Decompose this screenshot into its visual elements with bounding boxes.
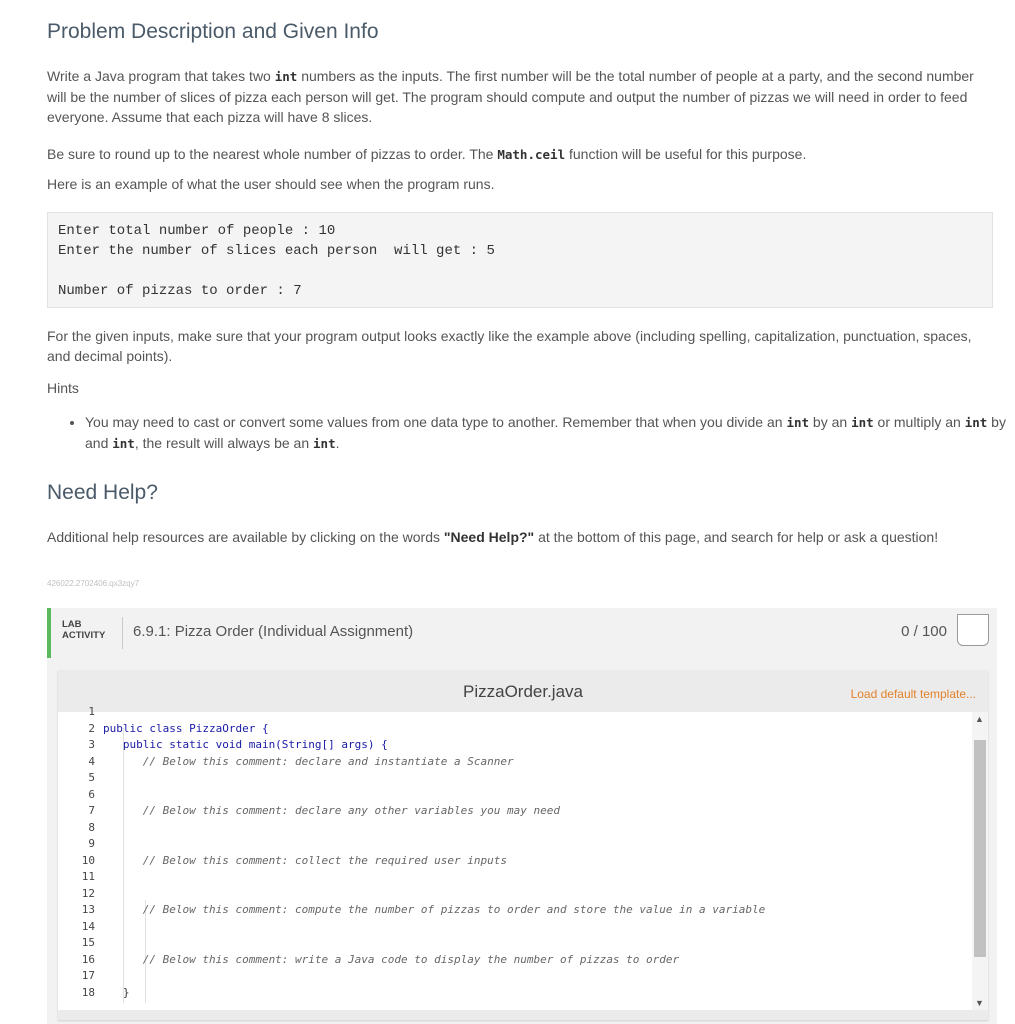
need-help-heading: Need Help? — [47, 481, 158, 504]
problem-paragraph-3: Here is an example of what the user should see when the program runs. — [47, 176, 495, 192]
hint-code: int — [786, 415, 810, 430]
line-number: 4 — [88, 754, 95, 768]
line-number: 7 — [88, 804, 95, 817]
problem-paragraph-1 — [47, 66, 987, 127]
line-number: 9 — [88, 837, 95, 850]
code-line — [58, 853, 958, 869]
line-number: 6 — [88, 787, 95, 801]
hint-text: by and — [85, 414, 1006, 451]
para2-text-a: Be sure to round up to the nearest whole number of pizzas to order. The — [47, 146, 498, 162]
help-text-a: Additional help resources are available by clicking on the words — [47, 529, 444, 545]
hint-item — [85, 412, 1015, 454]
code-text: } — [103, 985, 130, 999]
problem-paragraph-2 — [47, 144, 987, 165]
need-help-link-text: "Need Help?" — [443, 529, 535, 545]
code-text: // Below this comment: write a Java code to display the number of pizzas to order — [103, 952, 680, 966]
line-number: 10 — [81, 853, 95, 867]
code-line — [58, 836, 958, 852]
line-number: 2 — [88, 721, 95, 735]
code-line — [58, 737, 958, 753]
code-line — [58, 902, 958, 918]
hint-text: by an — [809, 414, 852, 430]
code-text: public static void main(String[] args) { — [103, 738, 388, 751]
problem-heading: Problem Description and Given Info — [47, 20, 379, 43]
code-line — [58, 770, 958, 786]
lab-activity-panel — [47, 608, 997, 1024]
code-line — [58, 803, 958, 819]
code-line — [58, 820, 958, 836]
line-number: 11 — [81, 870, 95, 883]
lab-header-divider — [122, 617, 123, 649]
lab-score: 0 / 100 — [901, 623, 947, 640]
lab-activity-tag — [62, 619, 105, 641]
code-line — [58, 869, 958, 885]
help-text-b: at the bottom of this page, and search for help or ask a question! — [534, 529, 939, 545]
code-line — [58, 886, 958, 902]
code-line — [58, 754, 958, 770]
lab-tag-line: ACTIVITY — [62, 630, 106, 641]
score-badge-icon — [957, 614, 989, 646]
load-default-template-link[interactable]: Load default template... — [850, 687, 976, 701]
example-output-block — [47, 212, 993, 308]
line-number: 5 — [88, 771, 95, 784]
editor-scrollbar[interactable] — [972, 712, 988, 1010]
line-number: 12 — [81, 886, 95, 900]
lab-title: 6.9.1: Pizza Order (Individual Assignment) — [133, 623, 414, 640]
problem-paragraph-4: For the given inputs, make sure that your program output looks exactly like the example above (including spelling, capitalization, punctuation, spaces, and decimal points). — [47, 328, 972, 364]
editor-filename: PizzaOrder.java — [463, 682, 583, 701]
para2-code: Math.ceil — [497, 147, 566, 162]
line-number: 15 — [81, 936, 95, 949]
example-line: Enter total number of people : 10 — [58, 223, 336, 239]
code-line — [58, 721, 958, 737]
hint-code: int — [964, 415, 988, 430]
code-line — [58, 985, 958, 1001]
para1-code: int — [274, 69, 298, 84]
hint-text: You may need to cast or convert some values from one data type to another. Remember that when you divide an — [85, 414, 787, 430]
code-line — [58, 952, 958, 968]
scrollbar-thumb[interactable] — [974, 740, 986, 957]
code-line — [58, 919, 958, 935]
code-text: // Below this comment: declare any other variables you may need — [103, 804, 560, 817]
code-text: // Below this comment: compute the number of pizzas to order and store the value in a variable — [103, 903, 766, 916]
hints-list — [47, 412, 1015, 454]
line-number: 1 — [88, 705, 95, 718]
line-number: 13 — [81, 903, 95, 916]
hint-code: int — [313, 436, 336, 451]
line-number: 16 — [81, 952, 95, 966]
example-line: Number of pizzas to order : 7 — [58, 283, 302, 299]
line-number: 17 — [81, 969, 95, 982]
activity-id-tag: 426022.2702406.qx3zqy7 — [47, 579, 140, 588]
hint-code: int — [112, 436, 135, 451]
code-text: // Below this comment: declare and instantiate a Scanner — [103, 754, 514, 768]
line-number: 18 — [81, 985, 95, 999]
hints-label: Hints — [47, 380, 79, 396]
para1-text-a: Write a Java program that takes two — [47, 68, 275, 84]
scroll-down-icon[interactable]: ▼ — [975, 998, 984, 1008]
scroll-up-icon[interactable]: ▲ — [975, 714, 984, 724]
example-line — [58, 261, 982, 281]
code-editor-panel — [58, 670, 988, 1020]
lab-header — [47, 608, 997, 658]
line-number: 3 — [88, 738, 95, 751]
para1-text-b: numbers as the inputs. The first number will be the total number of people at a party, and the second number will be the number of slices of pizza each person will get. The program should compute and output the number of pizzas we will need in order to feed everyone. Assume that each pizza will have 8 slices. — [47, 68, 974, 125]
code-area[interactable] — [58, 705, 988, 1010]
code-line — [58, 935, 958, 951]
example-line: Enter the number of slices each person will get : 5 — [58, 243, 495, 259]
code-text: // Below this comment: collect the required user inputs — [103, 853, 507, 867]
line-number: 8 — [88, 820, 95, 834]
code-text: public class PizzaOrder { — [103, 721, 269, 735]
code-line — [58, 704, 958, 720]
para2-text-b: function will be useful for this purpose. — [565, 146, 807, 162]
help-paragraph — [47, 527, 987, 547]
code-line — [58, 968, 958, 984]
code-line — [58, 787, 958, 803]
line-number: 14 — [81, 919, 95, 933]
hint-code: int — [851, 415, 874, 430]
lab-tag-line: LAB — [62, 619, 82, 630]
hint-text: or multiply an — [873, 414, 965, 430]
hint-text: . — [335, 435, 340, 451]
hint-text: , the result will always be an — [134, 435, 314, 451]
